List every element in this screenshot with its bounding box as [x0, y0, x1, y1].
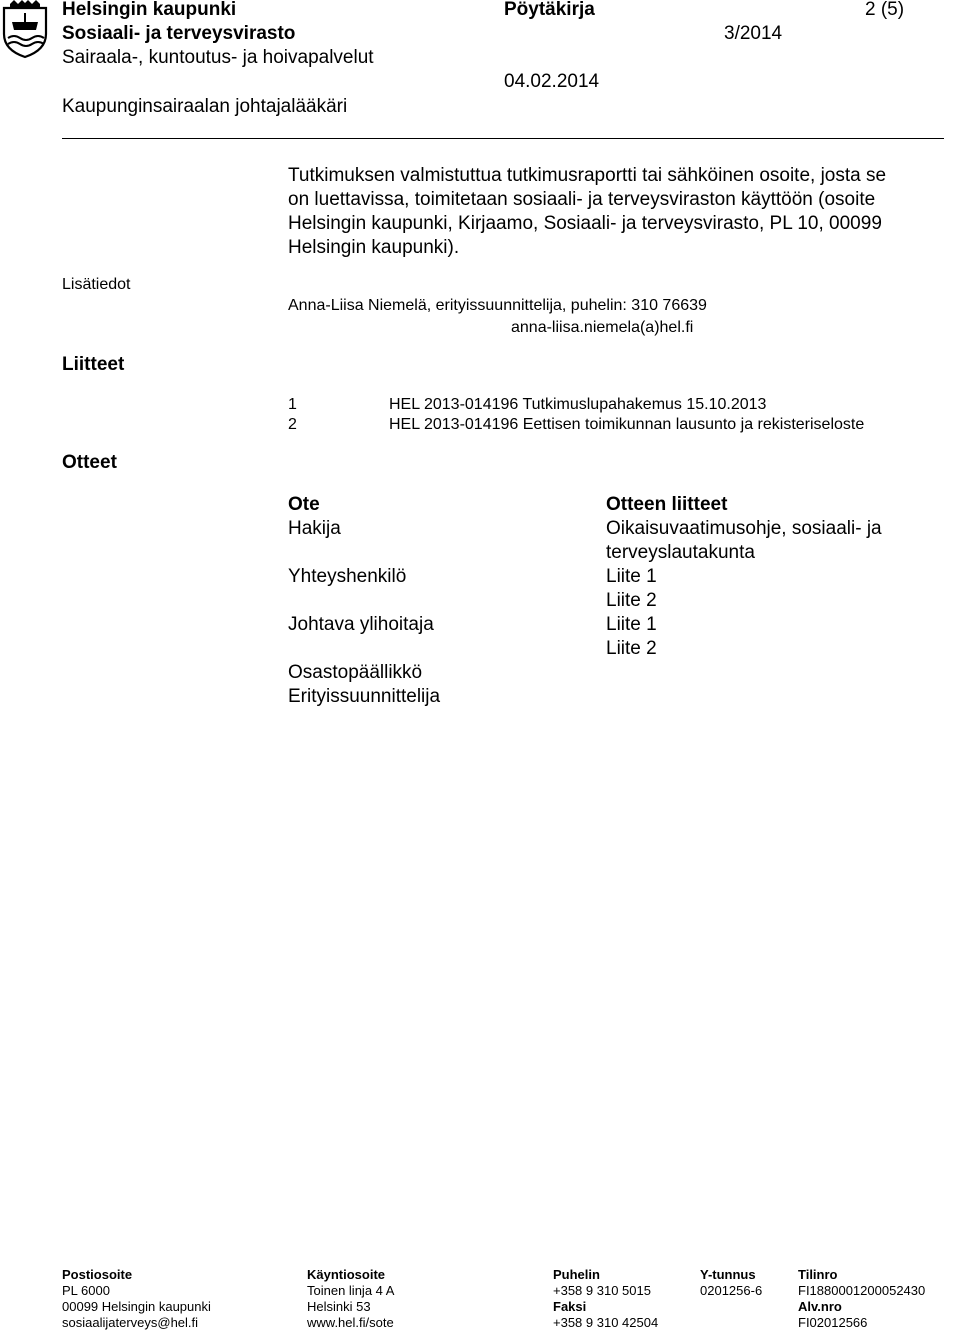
contact-email: anna-liisa.niemela(a)hel.fi — [511, 319, 694, 336]
footer-alv: FI02012566 — [798, 1315, 868, 1330]
header-division: Sairaala-, kuntoutus- ja hoivapalvelut — [62, 47, 374, 68]
footer-kayntiosoite-line: Toinen linja 4 A — [307, 1283, 395, 1298]
paragraph-line: on luettavissa, toimitetaan sosiaali- ja terveysviraston käyttöön (osoite — [288, 189, 876, 210]
ote-attachment: Oikaisuvaatimusohje, sosiaali- ja — [606, 518, 882, 539]
footer-puhelin-label: Puhelin — [553, 1267, 600, 1282]
footer-postiosoite-line: PL 6000 — [62, 1283, 110, 1298]
footer-tilinro-label: Tilinro — [798, 1267, 838, 1282]
attachment-number: 1 — [288, 396, 297, 413]
attachment-title: HEL 2013-014196 Eettisen toimikunnan lausunto ja rekisteriseloste — [389, 416, 865, 433]
liitteet-label: Liitteet — [62, 354, 125, 375]
footer-kayntiosoite-line: Helsinki 53 — [307, 1299, 371, 1314]
header-date: 04.02.2014 — [504, 71, 600, 92]
ote-recipient: Johtava ylihoitaja — [288, 614, 434, 635]
ote-attachment: Liite 2 — [606, 638, 657, 659]
ote-recipient: Yhteyshenkilö — [288, 566, 407, 587]
header-doc-type: Pöytäkirja — [504, 0, 595, 20]
header-department: Sosiaali- ja terveysvirasto — [62, 23, 296, 44]
ote-attachment: Liite 1 — [606, 566, 657, 587]
ote-recipient: Hakija — [288, 518, 341, 539]
header-page-number: 2 (5) — [865, 0, 905, 20]
paragraph-line: Tutkimuksen valmistuttua tutkimusraportti tai sähköinen osoite, josta se — [288, 165, 887, 186]
footer-alv-label: Alv.nro — [798, 1299, 842, 1314]
header-unit: Kaupunginsairaalan johtajalääkäri — [62, 96, 348, 117]
footer-postiosoite-label: Postiosoite — [62, 1267, 133, 1282]
otteet-col-ote-header: Ote — [288, 494, 320, 515]
footer-tilinro: FI1880001200052430 — [798, 1283, 926, 1298]
ote-attachment: Liite 2 — [606, 590, 657, 611]
ote-recipient: Erityissuunnittelija — [288, 686, 441, 707]
header-doc-number: 3/2014 — [724, 23, 783, 44]
footer-website: www.hel.fi/sote — [307, 1315, 394, 1330]
ote-attachment: Liite 1 — [606, 614, 657, 635]
paragraph-line: Helsingin kaupunki, Kirjaamo, Sosiaali- ja terveysvirasto, PL 10, 00099 — [288, 213, 882, 234]
contact-person: Anna-Liisa Niemelä, erityissuunnittelija, puhelin: 310 76639 — [288, 297, 707, 314]
ote-attachment: terveyslautakunta — [606, 542, 755, 563]
header-org: Helsingin kaupunki — [62, 0, 237, 20]
attachment-title: HEL 2013-014196 Tutkimuslupahakemus 15.10.2013 — [389, 396, 767, 413]
footer-email: sosiaalijaterveys@hel.fi — [62, 1315, 199, 1330]
otteet-label: Otteet — [62, 452, 117, 473]
footer-faksi-label: Faksi — [553, 1299, 587, 1314]
otteet-col-liitteet-header: Otteen liitteet — [606, 494, 728, 515]
footer-fax: +358 9 310 42504 — [553, 1315, 659, 1330]
paragraph-line: Helsingin kaupunki). — [288, 237, 460, 258]
footer-ytunnus: 0201256-6 — [700, 1283, 763, 1298]
footer-kayntiosoite-label: Käyntiosoite — [307, 1267, 386, 1282]
footer-postiosoite-line: 00099 Helsingin kaupunki — [62, 1299, 211, 1314]
footer-ytunnus-label: Y-tunnus — [700, 1267, 756, 1282]
header-divider — [62, 138, 944, 139]
attachment-number: 2 — [288, 416, 297, 433]
helsinki-crest-logo — [0, 0, 50, 60]
footer-phone: +358 9 310 5015 — [553, 1283, 651, 1298]
lisatiedot-label: Lisätiedot — [62, 276, 131, 293]
ote-recipient: Osastopäällikkö — [288, 662, 423, 683]
